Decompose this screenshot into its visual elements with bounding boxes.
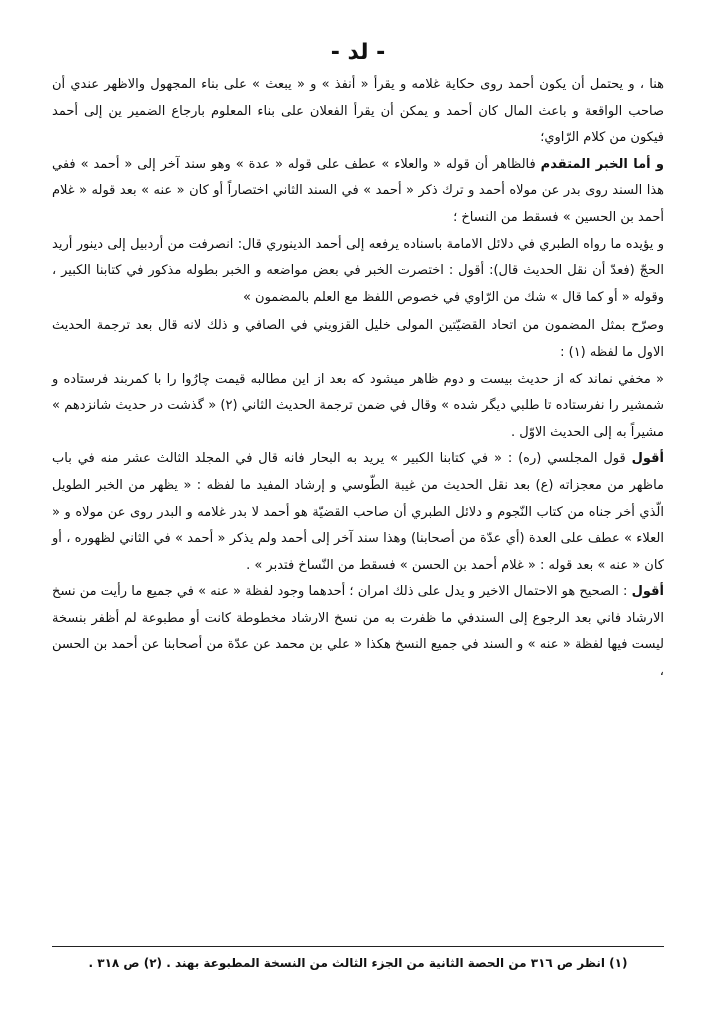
body-text	[52, 72, 664, 686]
paragraph-lead: أقول	[631, 451, 664, 467]
paragraph-text: « مخفي نماند كه از حديث بيست و دوم ظاهر ميشود كه بعد از اين مطالبه قيمت چارُوا را با كمربند فرستاده و شمشير را نفرستاده تا طلبي ديگر شده » وقال في ضمن ترجمة الحديث الثاني (٢) « گذشت در حديث شانزدهم » مشيراً به إلى الحديث الاوّل .	[52, 371, 664, 440]
paragraph-3	[52, 232, 664, 312]
paragraph-text: فالظاهر أن قوله « والعلاء » عطف على قوله « عدة » وهو سند آخر إلى « أحمد » ففي هذا السند روى بدر عن مولاه أحمد و ترك ذكر « أحمد » في السند الثاني اختصاراً أو كان « عنه » بعد قوله « غلام أحمد بن الحسين » فسقط من النساخ ؛	[52, 156, 664, 225]
paragraph-2	[52, 152, 664, 232]
paragraph-text: قول المجلسي (ره) : « في كتابنا الكبير » يريد به البحار فانه قال في المجلد الثالث عشر منه في باب ماظهر من معجزاته (ع) بعد نقل الحديث من غيبة الطّوسي و إرشاد المفيد ما لفظه : « يظهر من الخبر الطويل الّذي أخر جناه من كتاب النّجوم و دلائل الطبري أن صاحب القضيّة هو أحمد لا بدر غلامه و البدر روى عن مولاه و « العلاء » عطف على العدة (أي عدّة من أصحابنا) وهذا سند آخر إلى أحمد ولم يذكر « أحمد » في الثاني لظهوره ، أو كان « عنه » بعد قوله : « غلام أحمد بن الحسن » فسقط من النّساخ فتدبر » .	[52, 451, 664, 573]
paragraph-4	[52, 313, 664, 366]
paragraph-text: وصرّح بمثل المضمون من اتحاد القضيّتين المولى خليل القزويني في الصافي و ذلك لانه قال بعد ترجمة الحديث الاول ما لفظه (١) :	[52, 318, 664, 360]
paragraph-6	[52, 446, 664, 579]
paragraph-lead: أقول	[631, 584, 664, 600]
footnote-divider	[52, 946, 664, 947]
paragraph-lead: و أما الخبر المتقدم	[540, 156, 664, 172]
paragraph-1	[52, 72, 664, 152]
page-number: - لد -	[330, 40, 386, 65]
paragraph-text: : الصحيح هو الاحتمال الاخير و يدل على ذلك امران ؛ أحدهما وجود لفظة « عنه » في جميع ما رأيت من نسخ الارشاد فاني بعد الرجوع إلى السندفي ما ظفرت به من نسخ الارشاد مخطوطة كانت أو مطبوعة لم أظفر بنسخة ليست فيها لفظة « عنه » و السند في جميع النسخ هكذا « علي بن محمد عن عدّة من أصحابنا عن أحمد بن الحسن ،	[52, 584, 664, 680]
paragraph-7	[52, 579, 664, 685]
footnote: (١) انظر ص ٣١٦ من الحصة الثانية من الجزء الثالث من النسخة المطبوعة بهند . (٢) ص ٣١٨ .	[88, 956, 628, 970]
paragraph-5-persian-quote	[52, 367, 664, 447]
paragraph-text: و يؤيده ما رواه الطبري في دلائل الامامة باسناده يرفعه إلى أحمد الدينوري قال: انصرفت من أردبيل إلى دينور أريد الحجّ (فعدّ أن نقل الحديث قال): أقول : اختصرت الخبر في بعض مواضعه و الخبر بطوله مذكور في كتابنا الكبير ، وقوله « أو كما قال » شك من الرّاوي في خصوص اللفظ مع العلم بالمضمون »	[52, 236, 664, 305]
paragraph-text: هنا ، و يحتمل أن يكون أحمد روى حكاية غلامه و يقرأ « أنفذ » و « يبعث » على بناء المجهول والاظهر عندي أن صاحب الواقعة و باعث المال كان أحمد و يمكن أن يقرأ الفعلان على بناء المعلوم بارجاع الضمير ين إلى أحمد فيكون من كلام الرّاوي؛	[52, 77, 664, 146]
